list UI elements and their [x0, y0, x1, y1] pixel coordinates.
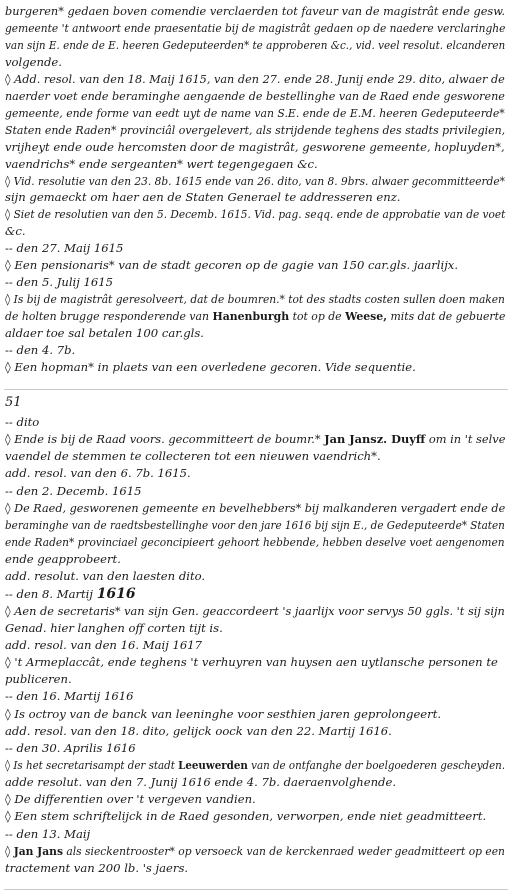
- line-text: -- den 16. Martij 1616: [5, 689, 134, 704]
- line-text: Add. resol. van den 18. Maij 1615, van den 27. ende 28. Junij ende 29. dito, alwaer de: [14, 71, 505, 86]
- line-text: van sijn E. ende de E. heeren Gedeputeerden* te approberen &c., vid. veel resolut. elcanderen: [5, 37, 506, 52]
- text-line: [5, 688, 134, 705]
- text-line: [5, 240, 123, 257]
- page-number: 51: [5, 395, 22, 410]
- line-text: add. resol. van den 16. Maij 1617: [5, 637, 202, 652]
- text-line: [5, 156, 318, 173]
- line-text: adde resolut. van den 7. Junij 1616 ende 4. 7b. daeraenvolghende.: [5, 775, 397, 790]
- entry-marker: ◊: [5, 809, 15, 824]
- text-line: [5, 671, 72, 688]
- entry-marker: ◊: [5, 173, 14, 188]
- line-text: Vid. resolutie van den 23. 8b. 1615 ende van 26. dito, van 8. 9brs. alwaer gecommitteerde*: [13, 173, 505, 188]
- line-text: Is het secretarisampt der stadt: [13, 758, 179, 772]
- line-text: ende Raden* provinciael geconcipieert gehoort hebbende, hebben deselve voet aengenomen: [5, 535, 505, 550]
- text-line: [5, 359, 416, 376]
- text-line: [5, 37, 505, 54]
- line-text: tot op de: [289, 309, 346, 324]
- line-text: Ende is bij de Raad voors. gecommitteert de boumr.*: [14, 432, 325, 447]
- entry-marker: ◊: [5, 71, 15, 86]
- text-line: [5, 551, 121, 568]
- text-line: [5, 826, 90, 843]
- line-text: als sieckentrooster* op versoeck van de kerckenraed weder geadmitteert op een: [62, 843, 505, 858]
- text-line: [5, 723, 392, 740]
- text-line: [5, 308, 505, 325]
- text-line: [5, 88, 505, 105]
- text-line: [5, 517, 505, 534]
- line-text: aldaer toe sal betalen 100 car.gls.: [5, 326, 204, 341]
- text-line: [5, 274, 113, 291]
- line-text: vrijheyt ende oude hercomsten door de magistrât, gesworene gemeente, hopluyden*,: [5, 139, 505, 154]
- text-line: [5, 843, 505, 860]
- text-line: [5, 54, 62, 71]
- text-line: [5, 860, 188, 877]
- text-line: [5, 71, 505, 88]
- text-line: [5, 620, 223, 637]
- text-line: [5, 500, 505, 517]
- text-line: [5, 483, 142, 500]
- emphasis-name: Hanenburgh: [212, 309, 290, 324]
- entry-marker: ◊: [5, 359, 15, 374]
- text-line: [5, 173, 505, 190]
- line-text: -- den 5. Julij 1615: [5, 275, 114, 290]
- line-text: -- den 4. 7b.: [5, 343, 76, 357]
- text-line: [5, 637, 202, 654]
- line-text: add. resol. van den 6. 7b. 1615.: [5, 466, 191, 481]
- entry-marker: ◊: [5, 792, 15, 807]
- line-text: add. resolut. van den laesten dito.: [5, 569, 206, 584]
- text-line: [5, 706, 441, 723]
- line-text: -- den 2. Decemb. 1615: [5, 483, 142, 498]
- text-line: [5, 740, 136, 757]
- line-text: 't Armeplaccât, ende teghens 't verhuyren van huysen aen uytlansche personen te: [14, 655, 498, 670]
- text-line: [5, 603, 505, 620]
- entry-marker: ◊: [5, 843, 14, 858]
- line-text: Een pensionaris* van de stadt gecoren op de gagie van 150 car.gls. jaarlijx.: [14, 258, 459, 273]
- text-line: [5, 291, 505, 308]
- line-text: -- den 30. Aprilis 1616: [5, 740, 136, 755]
- line-text: gemeente, ende forme van eedt uyt de name van S.E. ende de E.M. heeren Gedeputeerde*: [5, 105, 505, 120]
- line-text: sijn gemaeckt om haer aen de Staten Generael te addresseren enz.: [5, 190, 401, 205]
- text-line: [5, 431, 505, 448]
- line-text: beraminghe van de raedtsbestellinghe voor den jare 1616 bij sijn E., de Gedeputeerde* Staten: [5, 517, 505, 532]
- line-text: volgende.: [5, 54, 62, 69]
- line-text: De differentien over 't vergeven vandien.: [14, 792, 256, 807]
- emphasis-name: Leeuwerden: [178, 758, 248, 772]
- line-text: om in 't selve: [425, 432, 506, 447]
- entry-marker: ◊: [5, 292, 14, 307]
- line-text: Genad. hier langhen off corten tijt is.: [5, 620, 223, 635]
- line-text: -- dito: [5, 415, 40, 429]
- emphasis-name: Jan Jansz. Duyff: [324, 432, 426, 447]
- section-divider: [4, 389, 508, 390]
- line-text: gemeente 't antwoort ende praesentatie bij de magistrât gedaen op de naedere verclaringhe: [5, 20, 506, 35]
- text-line: [5, 586, 136, 603]
- line-text: Een stem schriftelijck in de Raed gesonden, verworpen, ende niet geadmitteert.: [14, 809, 487, 824]
- line-text: vaendel de stemmen te collecteren tot een nieuwen vaendrich*.: [5, 449, 381, 464]
- emphasis-name: Weese,: [345, 309, 387, 324]
- line-text: van de ontfanghe der boelgoederen gescheyden.: [247, 758, 506, 772]
- text-line: [5, 3, 505, 20]
- entry-marker: ◊: [5, 758, 14, 772]
- text-line: [5, 206, 505, 223]
- entry-marker: ◊: [5, 655, 15, 670]
- entry-marker: ◊: [5, 706, 15, 721]
- line-text: ende geapprobeert.: [5, 552, 121, 567]
- entry-marker: ◊: [5, 258, 15, 273]
- line-text: Siet de resolutien van den 5. Decemb. 1615. Vid. pag. seqq. ende de approbatie van de voet: [13, 207, 506, 222]
- text-line: [5, 139, 505, 156]
- bottom-divider: [4, 889, 508, 890]
- line-text: Is octroy van de banck van leeninghe voor sesthien jaren geprolongeert.: [14, 706, 442, 721]
- text-line: [5, 342, 75, 359]
- year-heading: 1616: [96, 585, 136, 602]
- text-line: [5, 105, 505, 122]
- line-text: de holten brugge responderende van: [5, 309, 213, 324]
- text-line: [5, 257, 458, 274]
- line-text: &c.: [5, 224, 26, 239]
- entry-marker: ◊: [5, 432, 15, 447]
- line-text: burgeren* gedaen boven comendie verclaerden tot faveur van de magistrât ende gesw.: [5, 4, 506, 18]
- line-text: -- den 13. Maij: [5, 826, 91, 841]
- text-line: [5, 654, 498, 671]
- text-line: [5, 791, 256, 808]
- line-text: Staten ende Raden* provinciâl overgelevert, als strijdende teghens des stadts privilegien,: [5, 122, 506, 137]
- line-text: naerder voet ende beraminghe aengaende de bestellinghe van de Raed ende gesworene: [5, 88, 505, 103]
- text-line: [5, 223, 26, 240]
- text-line: [5, 189, 400, 206]
- text-line: [5, 414, 39, 431]
- text-line: [5, 448, 381, 465]
- entry-marker: ◊: [5, 207, 14, 222]
- line-text: Aen de secretaris* van sijn Gen. geaccordeert 's jaarlijx voor servys 50 ggls. 't sij sijn: [14, 603, 505, 618]
- text-line: [5, 534, 505, 551]
- line-text: mits dat de gebuerte: [386, 309, 506, 324]
- entry-marker: ◊: [5, 603, 15, 618]
- line-text: -- den 27. Maij 1615: [5, 241, 124, 256]
- text-line: [5, 465, 191, 482]
- line-text: Is bij de magistrât geresolveert, dat de boumren.* tot des stadts costen sullen doen maken: [13, 292, 505, 307]
- line-text: tractement van 200 lb. 's jaers.: [5, 860, 189, 875]
- text-line: [5, 122, 505, 139]
- line-text: -- den 8. Martij: [5, 586, 97, 601]
- line-text: Een hopman* in plaets van een overledene gecoren. Vide sequentie.: [14, 359, 416, 374]
- text-line: [5, 20, 505, 37]
- line-text: vaendrichs* ende sergeanten* wert tegengegaen &c.: [5, 156, 318, 171]
- text-line: [5, 774, 396, 791]
- text-line: [5, 757, 505, 774]
- line-text: publiceren.: [5, 672, 72, 687]
- text-line: [5, 568, 205, 585]
- line-text: add. resol. van den 18. dito, gelijck oock van den 22. Martij 1616.: [5, 723, 392, 738]
- entry-marker: ◊: [5, 500, 15, 515]
- text-line: [5, 808, 486, 825]
- line-text: De Raed, gesworenen gemeente en bevelhebbers* bij malkanderen vergadert ende de: [14, 500, 506, 515]
- text-line: [5, 325, 204, 342]
- emphasis-name: Jan Jans: [13, 843, 63, 858]
